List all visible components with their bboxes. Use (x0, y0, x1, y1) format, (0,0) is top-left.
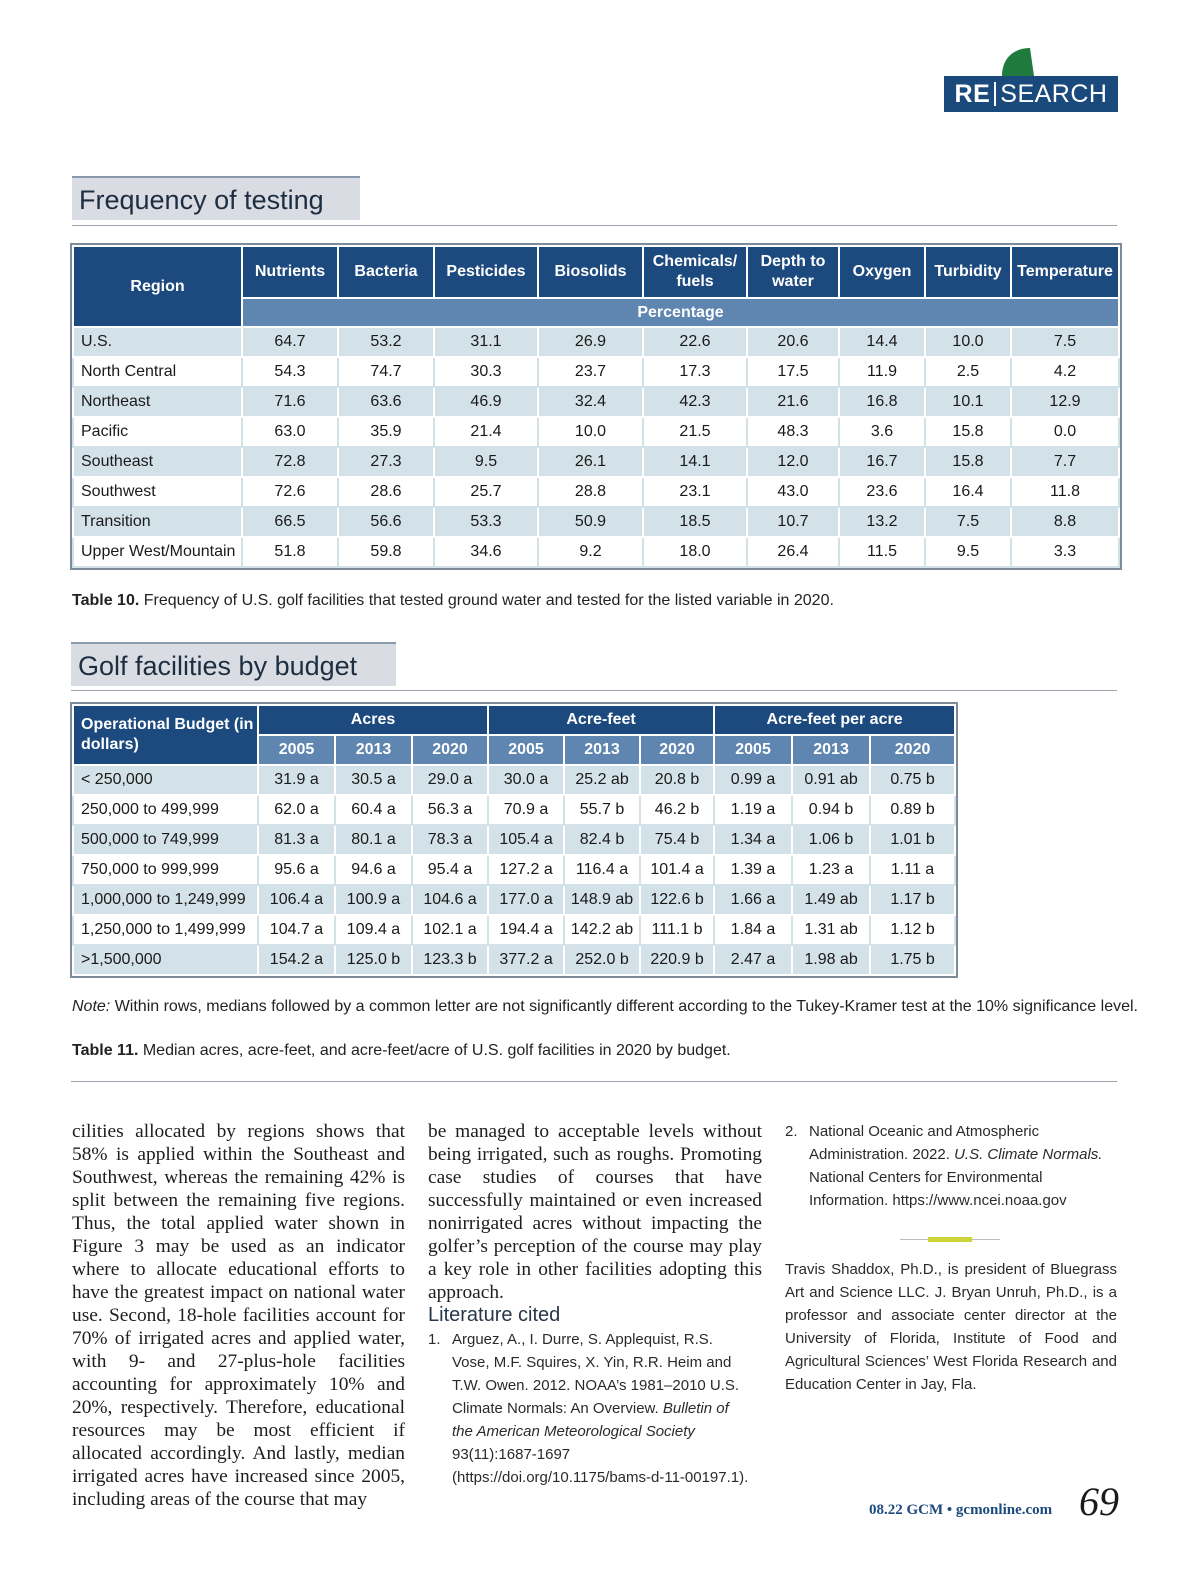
logo-divider (994, 82, 996, 106)
reference-2 (785, 1120, 1117, 1212)
leaf-icon (1000, 46, 1034, 76)
table-row (73, 387, 1119, 417)
table-cell: 12.0 (747, 447, 839, 477)
table-cell: 1.34 a (714, 825, 792, 855)
table-cell: 53.3 (434, 507, 538, 537)
table-cell: 1.84 a (714, 915, 792, 945)
note-text: Within rows, medians followed by a common letter are not significantly different according to the Tukey-Kramer test at the 10% significance level. (110, 998, 1138, 1015)
author-divider-accent (928, 1237, 972, 1242)
year-header: 2020 (640, 735, 714, 765)
table-cell: 105.4 a (488, 825, 564, 855)
table-cell: 0.91 ab (792, 765, 870, 795)
table-cell: 30.0 a (488, 765, 564, 795)
table-cell: 23.6 (839, 477, 925, 507)
table-cell: 15.8 (925, 417, 1011, 447)
table-cell: 154.2 a (258, 945, 335, 975)
table-cell: 13.2 (839, 507, 925, 537)
table-row (73, 447, 1119, 477)
logo-re: RE (954, 79, 991, 108)
table-cell: 26.4 (747, 537, 839, 567)
table-cell: 377.2 a (488, 945, 564, 975)
reference-text-part: National Oceanic and Atmospheric Administration. 2022. (809, 1123, 1040, 1163)
table-cell: 18.5 (643, 507, 747, 537)
table-cell: 53.2 (338, 327, 434, 357)
table-row (73, 855, 955, 885)
table-row (73, 765, 955, 795)
table-cell: 16.4 (925, 477, 1011, 507)
caption-text: Frequency of U.S. golf facilities that tested ground water and tested for the listed variable in 2020. (139, 592, 834, 609)
row-label: 750,000 to 999,999 (73, 855, 258, 885)
table-cell: 25.7 (434, 477, 538, 507)
table-row (73, 825, 955, 855)
year-header: 2020 (870, 735, 955, 765)
table-cell: 21.5 (643, 417, 747, 447)
table-cell: 28.6 (338, 477, 434, 507)
table-cell: 42.3 (643, 387, 747, 417)
column-header: Temperature (1011, 246, 1119, 298)
table-cell: 9.5 (925, 537, 1011, 567)
table-cell: 8.8 (1011, 507, 1119, 537)
region-header: Region (73, 246, 242, 327)
table-cell: 30.5 a (335, 765, 412, 795)
table-row (73, 915, 955, 945)
table-cell: 116.4 a (564, 855, 640, 885)
table-cell: 21.6 (747, 387, 839, 417)
table-cell: 59.8 (338, 537, 434, 567)
row-label: Southwest (73, 477, 242, 507)
year-header: 2005 (258, 735, 335, 765)
column-header: Pesticides (434, 246, 538, 298)
table-cell: 94.6 a (335, 855, 412, 885)
table-cell: 72.8 (242, 447, 338, 477)
table-cell: 11.8 (1011, 477, 1119, 507)
year-header: 2013 (335, 735, 412, 765)
reference-text (452, 1328, 752, 1489)
table-cell: 1.98 ab (792, 945, 870, 975)
table-cell: 0.99 a (714, 765, 792, 795)
row-label: < 250,000 (73, 765, 258, 795)
table-cell: 15.8 (925, 447, 1011, 477)
year-header: 2005 (488, 735, 564, 765)
row-label: 1,000,000 to 1,249,999 (73, 885, 258, 915)
table-cell: 106.4 a (258, 885, 335, 915)
table-cell: 80.1 a (335, 825, 412, 855)
table-cell: 72.6 (242, 477, 338, 507)
table-cell: 148.9 ab (564, 885, 640, 915)
section-rule (71, 690, 1117, 691)
table-cell: 177.0 a (488, 885, 564, 915)
table-cell: 63.6 (338, 387, 434, 417)
table-cell: 82.4 b (564, 825, 640, 855)
table-cell: 63.0 (242, 417, 338, 447)
group-header-acre-feet: Acre-feet (488, 705, 714, 735)
table-row (73, 795, 955, 825)
table-cell: 54.3 (242, 357, 338, 387)
section-rule (72, 225, 1117, 226)
table-cell: 1.19 a (714, 795, 792, 825)
table-cell: 1.17 b (870, 885, 955, 915)
table-cell: 14.1 (643, 447, 747, 477)
table-row (73, 507, 1119, 537)
table-row (73, 357, 1119, 387)
table-cell: 31.1 (434, 327, 538, 357)
table-cell: 17.3 (643, 357, 747, 387)
table-cell: 9.5 (434, 447, 538, 477)
author-bio: Travis Shaddox, Ph.D., is president of Bluegrass Art and Science LLC. J. Bryan Unruh, Ph.D., is a professor and associate center director at the University of Florida, Institute of Food and Agricultural Sciences’ West Florida Research and Education Center in Jay, Fla. (785, 1261, 1117, 1393)
column-header: Oxygen (839, 246, 925, 298)
table-cell: 32.4 (538, 387, 643, 417)
table-cell: 17.5 (747, 357, 839, 387)
table-row (73, 885, 955, 915)
table-cell: 11.9 (839, 357, 925, 387)
note-label: Note: (72, 998, 111, 1015)
table-cell: 60.4 a (335, 795, 412, 825)
table-cell: 22.6 (643, 327, 747, 357)
table-cell: 10.7 (747, 507, 839, 537)
budget-header: Operational Budget (in dollars) (73, 705, 258, 765)
table-cell: 81.3 a (258, 825, 335, 855)
section-heading-budget: Golf facilities by budget (71, 642, 396, 686)
table11-note (72, 998, 1138, 1016)
table-cell: 111.1 b (640, 915, 714, 945)
table-cell: 0.89 b (870, 795, 955, 825)
row-label: 500,000 to 749,999 (73, 825, 258, 855)
table-cell: 125.0 b (335, 945, 412, 975)
table-cell: 123.3 b (412, 945, 488, 975)
group-header-acre-feet-per-acre: Acre-feet per acre (714, 705, 955, 735)
year-header: 2005 (714, 735, 792, 765)
table-cell: 27.3 (338, 447, 434, 477)
column-header: Turbidity (925, 246, 1011, 298)
table-cell: 21.4 (434, 417, 538, 447)
table-cell: 23.7 (538, 357, 643, 387)
table-cell: 18.0 (643, 537, 747, 567)
percentage-header: Percentage (242, 298, 1119, 327)
reference-number: 1. (428, 1331, 441, 1348)
row-label: 1,250,000 to 1,499,999 (73, 915, 258, 945)
table-cell: 62.0 a (258, 795, 335, 825)
table-cell: 14.4 (839, 327, 925, 357)
table-cell: 75.4 b (640, 825, 714, 855)
column-header: Chemicals/ fuels (643, 246, 747, 298)
table-row (73, 945, 955, 975)
table-cell: 2.5 (925, 357, 1011, 387)
caption-text: Median acres, acre-feet, and acre-feet/acre of U.S. golf facilities in 2020 by budget. (138, 1042, 731, 1059)
frequency-table-body (73, 327, 1119, 567)
table-cell: 1.01 b (870, 825, 955, 855)
table-cell: 7.5 (1011, 327, 1119, 357)
row-label: Northeast (73, 387, 242, 417)
table-cell: 101.4 a (640, 855, 714, 885)
reference-text-part: National Centers for Environmental Information. https://www.ncei.noaa.gov (809, 1169, 1067, 1209)
table-cell: 70.9 a (488, 795, 564, 825)
year-header: 2013 (564, 735, 640, 765)
table10-caption (72, 592, 834, 610)
section-heading-frequency: Frequency of testing (72, 176, 360, 220)
table-cell: 0.75 b (870, 765, 955, 795)
table-cell: 71.6 (242, 387, 338, 417)
column-header: Depth to water (747, 246, 839, 298)
reference-1 (428, 1328, 752, 1489)
literature-heading: Literature cited (428, 1304, 561, 1326)
table-cell: 1.39 a (714, 855, 792, 885)
row-label: Upper West/Mountain (73, 537, 242, 567)
table-cell: 46.9 (434, 387, 538, 417)
budget-table (72, 704, 956, 976)
year-header: 2020 (412, 735, 488, 765)
table-cell: 78.3 a (412, 825, 488, 855)
column-header: Nutrients (242, 246, 338, 298)
table-cell: 142.2 ab (564, 915, 640, 945)
table-cell: 0.94 b (792, 795, 870, 825)
table-cell: 55.7 b (564, 795, 640, 825)
caption-label: Table 11. (72, 1042, 139, 1059)
article-column-2: be managed to acceptable levels without being irrigated, such as roughs. Promoting case studies of courses that have successfully maintained or even increased nonirrigated acres without impacting the golfer’s perception of the course may play a key role in other facilities adopting this approach. (428, 1121, 762, 1303)
article-column-1: cilities allocated by regions shows that 58% is applied within the Southeast and Southwest, whereas the remaining 42% is split between the remaining five regions. Thus, the total applied water shown in Figure 3 may be used as an indicator where to allocate educational efforts to have the greatest impact on national water use. Second, 18-hole facilities account for 70% of irrigated acres and applied water, with 9- and 27-plus-hole facilities accounting for approximately 10% and 20%, respectively. Therefore, educational resources may be most efficient if allocated accordingly. And lastly, median irrigated acres have increased since 2005, including areas of the course that may (72, 1121, 405, 1510)
table-cell: 56.6 (338, 507, 434, 537)
reference-text-part: Arguez, A., I. Durre, S. Applequist, R.S. Vose, M.F. Squires, X. Yin, R.R. Heim and T.W. Owen. 2012. NOAA’s 1981–2010 U.S. Climate Normals: An Overview. (452, 1331, 740, 1417)
table-cell: 23.1 (643, 477, 747, 507)
table-cell: 102.1 a (412, 915, 488, 945)
research-logo (944, 46, 1118, 112)
table-cell: 1.23 a (792, 855, 870, 885)
footer-issue: 08.22 GCM • gcmonline.com (869, 1502, 1053, 1518)
table-row (73, 327, 1119, 357)
table-cell: 0.0 (1011, 417, 1119, 447)
column-header: Biosolids (538, 246, 643, 298)
table-cell: 74.7 (338, 357, 434, 387)
table-cell: 31.9 a (258, 765, 335, 795)
table-cell: 35.9 (338, 417, 434, 447)
table-cell: 1.66 a (714, 885, 792, 915)
table-row (73, 417, 1119, 447)
reference-text (809, 1120, 1117, 1212)
table-cell: 25.2 ab (564, 765, 640, 795)
table-cell: 220.9 b (640, 945, 714, 975)
table11-caption (72, 1042, 731, 1060)
table-cell: 252.0 b (564, 945, 640, 975)
table-cell: 7.7 (1011, 447, 1119, 477)
page-number: 69 (1079, 1479, 1119, 1524)
table-cell: 3.3 (1011, 537, 1119, 567)
row-label: U.S. (73, 327, 242, 357)
table-cell: 122.6 b (640, 885, 714, 915)
frequency-table (72, 245, 1120, 568)
table-cell: 26.1 (538, 447, 643, 477)
table-cell: 51.8 (242, 537, 338, 567)
table-cell: 29.0 a (412, 765, 488, 795)
table-cell: 1.06 b (792, 825, 870, 855)
table-cell: 104.6 a (412, 885, 488, 915)
table-cell: 194.4 a (488, 915, 564, 945)
table-cell: 34.6 (434, 537, 538, 567)
table-cell: 11.5 (839, 537, 925, 567)
table-cell: 48.3 (747, 417, 839, 447)
table-cell: 1.11 a (870, 855, 955, 885)
reference-journal: Bulletin of the American Meteorological Society (452, 1400, 729, 1440)
reference-number: 2. (785, 1123, 798, 1140)
table-cell: 4.2 (1011, 357, 1119, 387)
column-header: Bacteria (338, 246, 434, 298)
table-cell: 10.0 (925, 327, 1011, 357)
group-header-acres: Acres (258, 705, 488, 735)
table-cell: 1.31 ab (792, 915, 870, 945)
table-cell: 95.4 a (412, 855, 488, 885)
table-cell: 30.3 (434, 357, 538, 387)
table-cell: 56.3 a (412, 795, 488, 825)
table-cell: 16.7 (839, 447, 925, 477)
caption-label: Table 10. (72, 592, 140, 609)
row-label: Southeast (73, 447, 242, 477)
table-cell: 66.5 (242, 507, 338, 537)
table-cell: 12.9 (1011, 387, 1119, 417)
table-cell: 20.8 b (640, 765, 714, 795)
table-cell: 1.12 b (870, 915, 955, 945)
table-cell: 127.2 a (488, 855, 564, 885)
row-label: 250,000 to 499,999 (73, 795, 258, 825)
table-row (73, 477, 1119, 507)
table-cell: 46.2 b (640, 795, 714, 825)
reference-text-part: 93(11):1687-1697 (https://doi.org/10.1175/bams-d-11-00197.1). (452, 1446, 749, 1486)
table-cell: 1.49 ab (792, 885, 870, 915)
table-cell: 100.9 a (335, 885, 412, 915)
table-cell: 2.47 a (714, 945, 792, 975)
table-cell: 28.8 (538, 477, 643, 507)
table-cell: 26.9 (538, 327, 643, 357)
table-row (73, 537, 1119, 567)
research-logo-box (944, 76, 1118, 112)
row-label: >1,500,000 (73, 945, 258, 975)
table-cell: 43.0 (747, 477, 839, 507)
table-cell: 20.6 (747, 327, 839, 357)
table-cell: 109.4 a (335, 915, 412, 945)
table-cell: 16.8 (839, 387, 925, 417)
table-cell: 10.1 (925, 387, 1011, 417)
table-cell: 1.75 b (870, 945, 955, 975)
table-cell: 64.7 (242, 327, 338, 357)
row-label: North Central (73, 357, 242, 387)
budget-table-body (73, 765, 955, 975)
table-cell: 10.0 (538, 417, 643, 447)
table-cell: 95.6 a (258, 855, 335, 885)
year-header: 2013 (792, 735, 870, 765)
reference-title: U.S. Climate Normals. (954, 1146, 1103, 1163)
logo-search: SEARCH (1000, 79, 1108, 108)
table-cell: 9.2 (538, 537, 643, 567)
table-cell: 50.9 (538, 507, 643, 537)
table-cell: 104.7 a (258, 915, 335, 945)
row-label: Pacific (73, 417, 242, 447)
table-cell: 7.5 (925, 507, 1011, 537)
table-cell: 3.6 (839, 417, 925, 447)
row-label: Transition (73, 507, 242, 537)
section-rule (71, 1081, 1117, 1082)
